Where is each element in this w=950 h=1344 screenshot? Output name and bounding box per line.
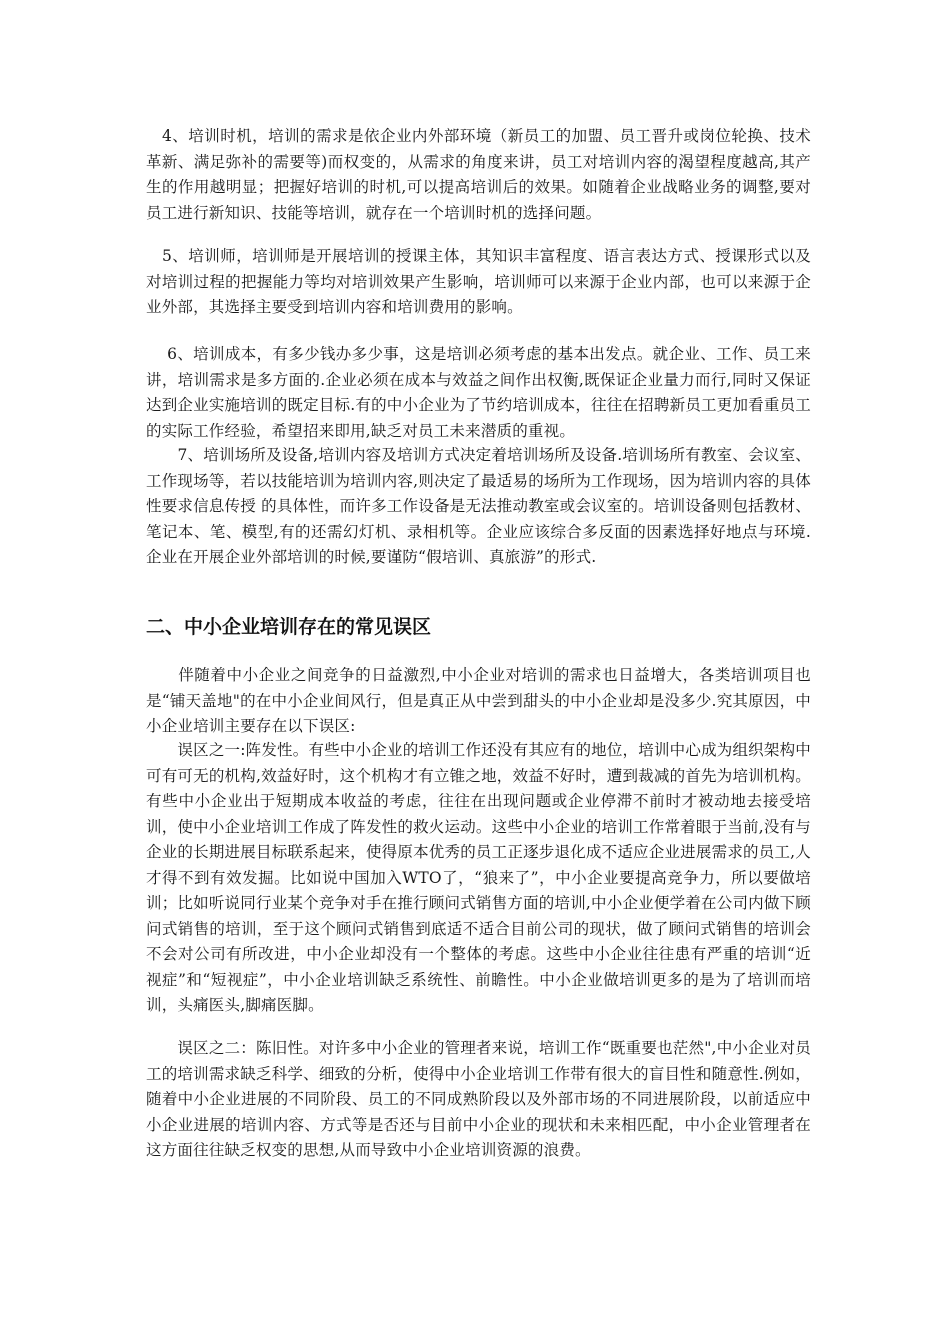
paragraph-training-timing: 4、培训时机，培训的需求是依企业内外部环境（新员工的加盟、员工晋升或岗位轮换、技术革新、满足弥补的需要等)而权变的，从需求的角度来讲，员工对培训内容的渴望程度越高,其产生的作用越明显；把握好培训的时机,可以提高培训后的效果。如随着企业战略业务的调整,要对员工进行新知识、技能等培训，就存在一个培训时机的选择问题。 (146, 127, 811, 222)
paragraph-misconception-one: 误区之一:阵发性。有些中小企业的培训工作还没有其应有的地位，培训中心成为组织架构中可有可无的机构,效益好时，这个机构才有立锥之地，效益不好时，遭到裁减的首先为培训机构。有些中小企业出于短期成本收益的考虑，往往在出现问题或企业停滞不前时才被动地去接受培训，使中小企业培训工作成了阵发性的救火运动。这些中小企业的培训工作常着眼于当前,没有与企业的长期进展目标联系起来，使得原本优秀的员工正逐步退化成不适应企业进展需求的员工,人才得不到有效发掘。比如说中国加入WTO了，“狼来了”，中小企业要提高竞争力，所以要做培训；比如听说同行业某个竞争对手在推行顾问式销售方面的培训,中小企业便学着在公司内做下顾问式销售的培训，至于这个顾问式销售到底适不适合目前公司的现状，做了顾问式销售的培训会不会对公司有所改进，中小企业却没有一个整体的考虑。这些中小企业往往患有严重的培训“近视症”和“短视症”，中小企业培训缺乏系统性、前瞻性。中小企业做培训更多的是为了培训而培训，头痛医头,脚痛医脚。 (146, 741, 811, 1014)
section-heading: 二、中小企业培训存在的常见误区 (146, 616, 432, 638)
paragraph-trainer: 5、培训师，培训师是开展培训的授课主体，其知识丰富程度、语言表达方式、授课形式以及对培训过程的把握能力等均对培训效果产生影响，培训师可以来源于企业内部，也可以来源于企业外部，其选择主要受到培训内容和培训费用的影响。 (146, 247, 811, 316)
paragraph-intro-misconceptions: 伴随着中小企业之间竞争的日益激烈,中小企业对培训的需求也日益增大，各类培训项目也是“铺天盖地"的在中小企业间风行，但是真正从中尝到甜头的中小企业却是没多少.究其原因，中小企业培训主要存在以下误区: (146, 666, 811, 735)
paragraph-training-venue: 7、培训场所及设备,培训内容及培训方式决定着培训场所及设备.培训场所有教室、会议室、工作现场等，若以技能培训为培训内容,则决定了最适易的场所为工作现场，因为培训内容的具体性要求信息传授 的具体性，而许多工作设备是无法推动教室或会议室的。培训设备则包括教材、笔记本、笔、模型,有的还需幻灯机、录相机等。企业应该综合多反面的因素选择好地点与环境.企业在开展企业外部培训的时候,要谨防“假培训、真旅游”的形式. (146, 446, 811, 566)
paragraph-training-cost: 6、培训成本，有多少钱办多少事，这是培训必须考虑的基本出发点。就企业、工作、员工来讲，培训需求是多方面的.企业必须在成本与效益之间作出权衡,既保证企业量力而行,同时又保证达到企业实施培训的既定目标.有的中小企业为了节约培训成本，往往在招聘新员工更加看重员工的实际工作经验，希望招来即用,缺乏对员工未来潜质的重视。 (146, 345, 811, 440)
paragraph-misconception-two: 误区之二：陈旧性。对许多中小企业的管理者来说，培训工作“既重要也茫然",中小企业对员工的培训需求缺乏科学、细致的分析，使得中小企业培训工作带有很大的盲目性和随意性.例如，随着中小企业进展的不同阶段、员工的不同成熟阶段以及外部市场的不同进展阶段，以前适应中小企业进展的培训内容、方式等是否还与目前中小企业的现状和未来相匹配，中小企业管理者在这方面往往缺乏权变的思想,从而导致中小企业培训资源的浪费。 (146, 1039, 811, 1159)
